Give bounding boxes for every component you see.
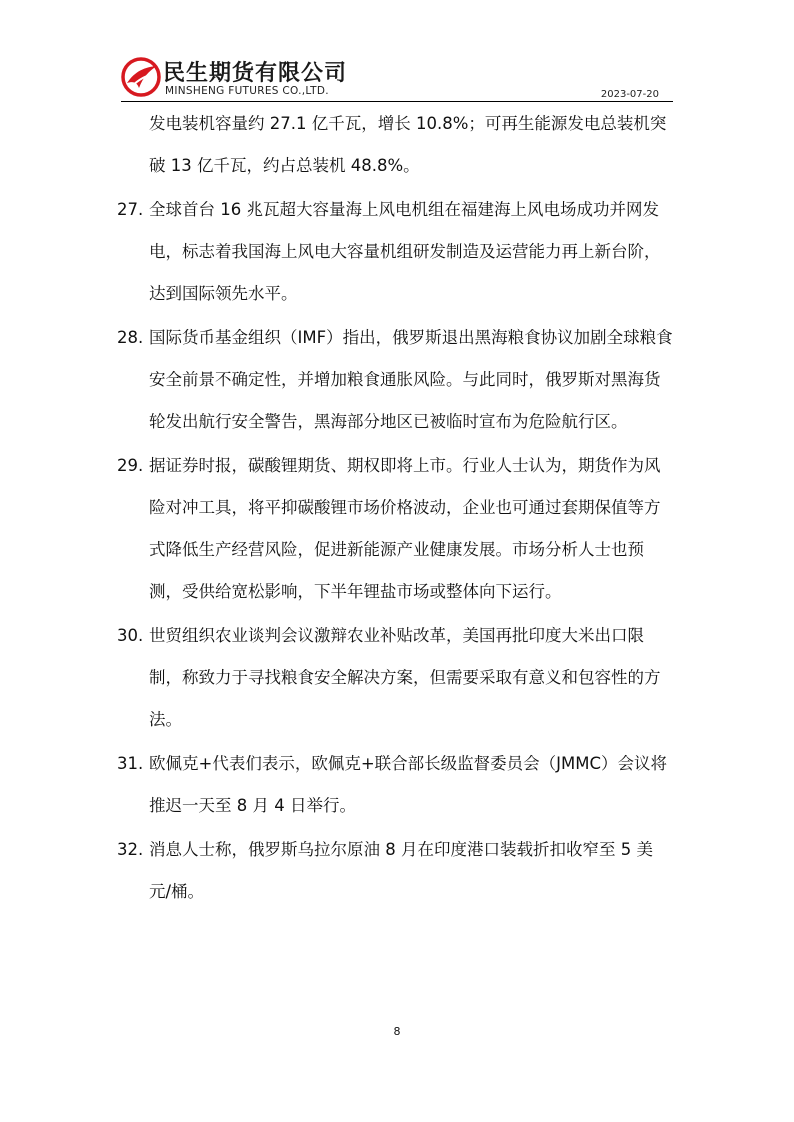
minsheng-logo-icon	[121, 57, 161, 97]
item-text: 消息人士称，俄罗斯乌拉尔原油 8 月在印度港口装载折扣收窄至 5 美元/桶。	[149, 840, 653, 901]
company-name-cn: 民生期货有限公司	[163, 61, 348, 86]
item-text: 国际货币基金组织（IMF）指出，俄罗斯退出黑海粮食协议加剧全球粮食安全前景不确定性，并增加粮食通胀风险。与此同时，俄罗斯对黑海货轮发出航行安全警告，黑海部分地区已被临时宣布为危险航行区。	[149, 328, 673, 431]
item-text: 据证券时报，碳酸锂期货、期权即将上市。行业人士认为，期货作为风险对冲工具，将平抑碳酸锂市场价格波动，企业也可通过套期保值等方式降低生产经营风险，促进新能源产业健康发展。市场分析人士也预测，受供给宽松影响，下半年锂盐市场或整体向下运行。	[149, 456, 661, 601]
news-list	[117, 103, 673, 913]
list-item	[117, 189, 673, 315]
list-item	[117, 103, 673, 187]
report-date: 2023-07-20	[600, 89, 659, 100]
item-number: 29.	[117, 456, 144, 475]
item-number: 31.	[117, 754, 144, 773]
item-text: 欧佩克+代表们表示，欧佩克+联合部长级监督委员会（JMMC）会议将推迟一天至 8 月 4 日举行。	[149, 754, 668, 815]
item-text: 全球首台 16 兆瓦超大容量海上风电机组在福建海上风电场成功并网发电，标志着我国海上风电大容量机组研发制造及运营能力再上新台阶，达到国际领先水平。	[149, 200, 661, 303]
page-header	[121, 52, 673, 102]
item-text: 世贸组织农业谈判会议激辩农业补贴改革，美国再批印度大米出口限制，称致力于寻找粮食安全解决方案，但需要采取有意义和包容性的方法。	[149, 626, 661, 729]
list-item	[117, 317, 673, 443]
item-number: 27.	[117, 200, 144, 219]
header-divider	[121, 101, 673, 102]
item-number: 32.	[117, 840, 144, 859]
list-item	[117, 743, 673, 827]
company-name-en: MINSHENG FUTURES CO.,LTD.	[165, 85, 329, 97]
item-number: 28.	[117, 328, 144, 347]
list-item	[117, 829, 673, 913]
item-text: 发电装机容量约 27.1 亿千瓦，增长 10.8%；可再生能源发电总装机突破 13 亿千瓦，约占总装机 48.8%。	[149, 114, 667, 175]
list-item	[117, 615, 673, 741]
list-item	[117, 445, 673, 613]
page-number: 8	[393, 1025, 401, 1038]
item-number: 30.	[117, 626, 144, 645]
